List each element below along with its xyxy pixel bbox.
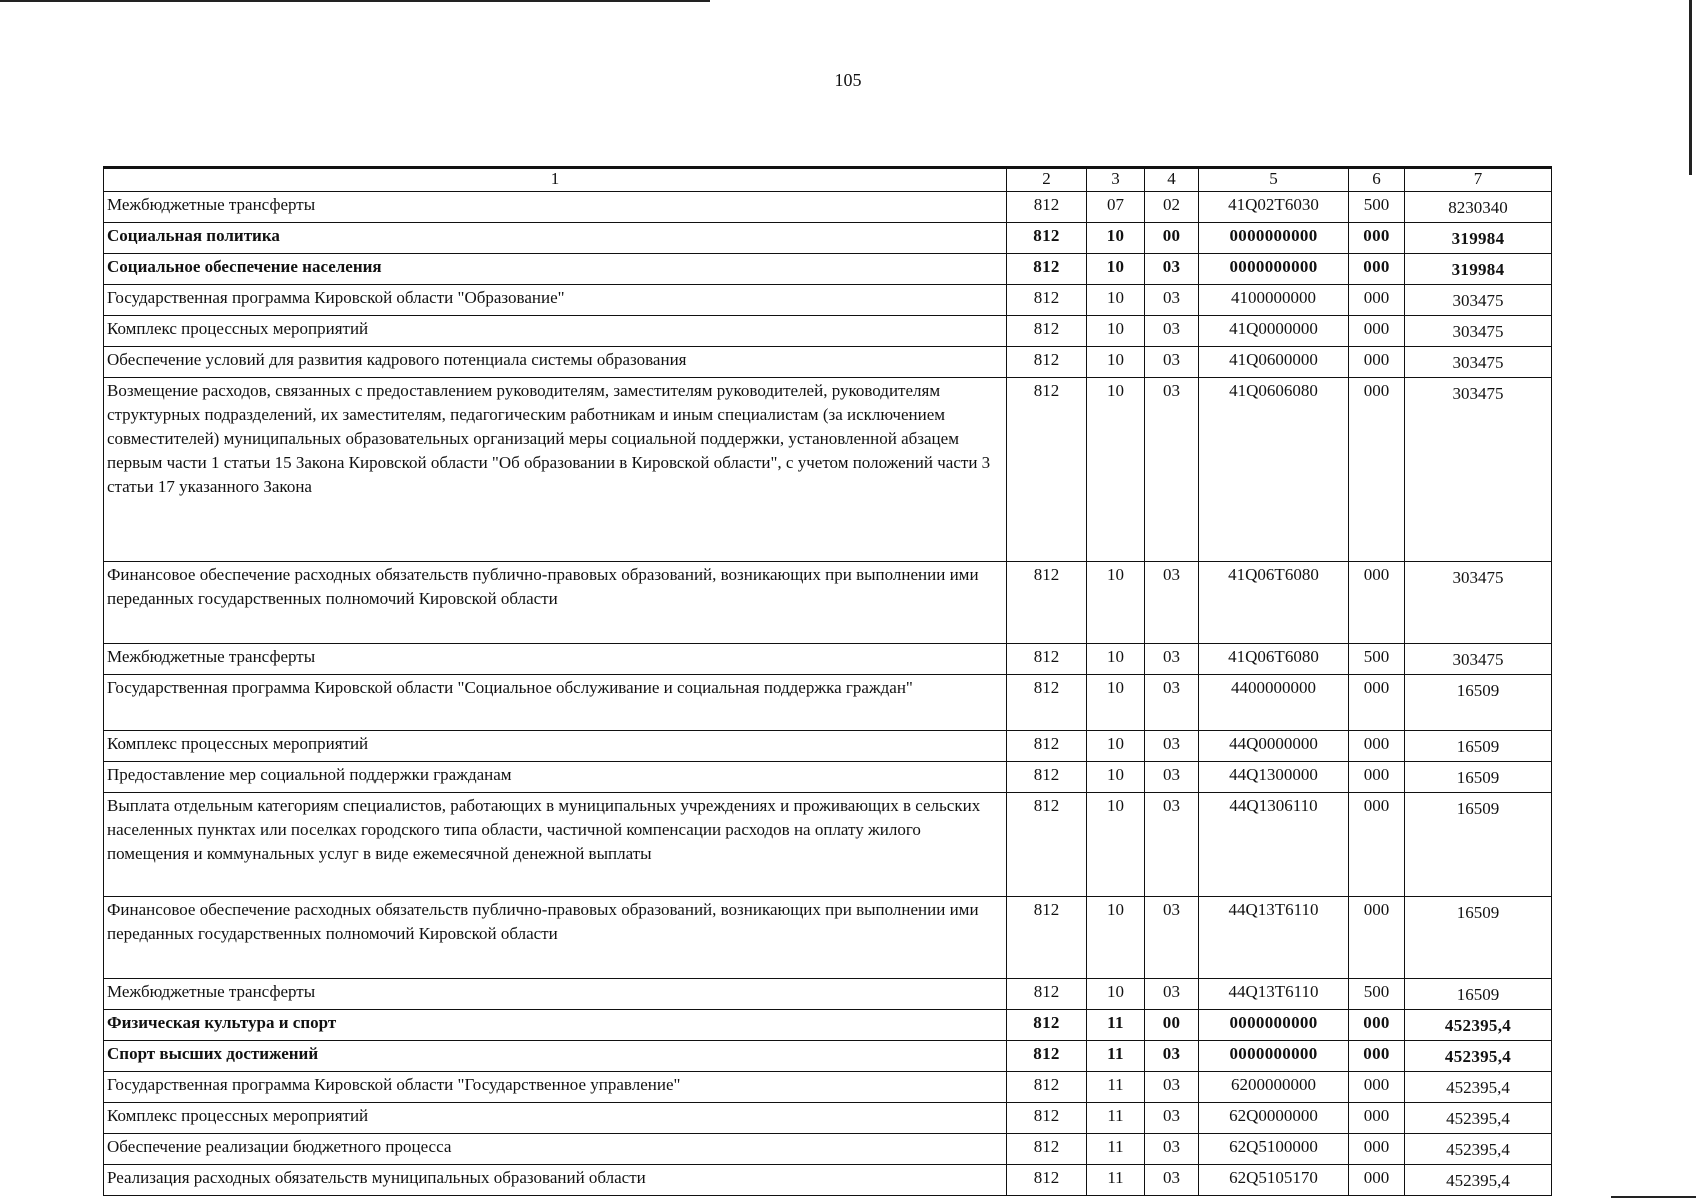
row-subsection: 00: [1145, 1010, 1199, 1041]
table-row: [104, 1041, 1552, 1072]
row-amount: 16509: [1405, 762, 1552, 793]
row-subsection: 03: [1145, 1072, 1199, 1103]
row-code: 812: [1007, 897, 1087, 979]
row-expense-type: 000: [1349, 1134, 1405, 1165]
row-subsection: 00: [1145, 223, 1199, 254]
row-amount: 452395,4: [1405, 1072, 1552, 1103]
row-expense-type: 000: [1349, 347, 1405, 378]
row-target-code: 0000000000: [1199, 1041, 1349, 1072]
table-row: [104, 223, 1552, 254]
row-expense-type: 000: [1349, 1072, 1405, 1103]
row-amount: 303475: [1405, 644, 1552, 675]
scan-edge-bottom: [1611, 1196, 1696, 1198]
row-target-code: 41Q02T6030: [1199, 192, 1349, 223]
row-amount: 303475: [1405, 316, 1552, 347]
header-col-2: 2: [1007, 168, 1087, 192]
row-expense-type: 000: [1349, 897, 1405, 979]
row-subsection: 03: [1145, 378, 1199, 562]
row-code: 812: [1007, 378, 1087, 562]
row-section: 10: [1087, 897, 1145, 979]
row-amount: 319984: [1405, 254, 1552, 285]
table-row: [104, 1010, 1552, 1041]
row-section: 10: [1087, 793, 1145, 897]
row-target-code: 41Q0000000: [1199, 316, 1349, 347]
row-target-code: 44Q1306110: [1199, 793, 1349, 897]
row-name: Государственная программа Кировской области "Государственное управление": [104, 1072, 1007, 1103]
row-section: 10: [1087, 675, 1145, 731]
row-section: 10: [1087, 347, 1145, 378]
row-target-code: 41Q0606080: [1199, 378, 1349, 562]
row-target-code: 0000000000: [1199, 223, 1349, 254]
row-subsection: 03: [1145, 979, 1199, 1010]
table-row: [104, 1165, 1552, 1196]
row-subsection: 03: [1145, 562, 1199, 644]
row-section: 10: [1087, 731, 1145, 762]
row-target-code: 41Q0600000: [1199, 347, 1349, 378]
row-section: 11: [1087, 1134, 1145, 1165]
row-amount: 319984: [1405, 223, 1552, 254]
row-section: 10: [1087, 316, 1145, 347]
row-subsection: 03: [1145, 254, 1199, 285]
row-subsection: 03: [1145, 897, 1199, 979]
row-name: Предоставление мер социальной поддержки гражданам: [104, 762, 1007, 793]
row-amount: 452395,4: [1405, 1103, 1552, 1134]
row-section: 07: [1087, 192, 1145, 223]
budget-table: [103, 166, 1552, 1196]
row-target-code: 44Q1300000: [1199, 762, 1349, 793]
row-amount: 16509: [1405, 979, 1552, 1010]
row-section: 10: [1087, 762, 1145, 793]
row-name: Государственная программа Кировской области "Образование": [104, 285, 1007, 316]
row-subsection: 03: [1145, 1165, 1199, 1196]
row-name: Социальная политика: [104, 223, 1007, 254]
row-name: Комплекс процессных мероприятий: [104, 1103, 1007, 1134]
row-section: 10: [1087, 562, 1145, 644]
row-amount: 303475: [1405, 378, 1552, 562]
header-col-5: 5: [1199, 168, 1349, 192]
row-subsection: 03: [1145, 644, 1199, 675]
row-expense-type: 000: [1349, 675, 1405, 731]
row-subsection: 03: [1145, 1103, 1199, 1134]
row-expense-type: 000: [1349, 1165, 1405, 1196]
row-expense-type: 000: [1349, 1041, 1405, 1072]
row-target-code: 62Q5100000: [1199, 1134, 1349, 1165]
row-expense-type: 500: [1349, 979, 1405, 1010]
row-expense-type: 000: [1349, 1103, 1405, 1134]
row-target-code: 6200000000: [1199, 1072, 1349, 1103]
row-name: Комплекс процессных мероприятий: [104, 316, 1007, 347]
row-expense-type: 000: [1349, 285, 1405, 316]
row-code: 812: [1007, 644, 1087, 675]
row-code: 812: [1007, 675, 1087, 731]
header-col-7: 7: [1405, 168, 1552, 192]
row-expense-type: 000: [1349, 562, 1405, 644]
scan-edge-top: [0, 0, 710, 2]
row-name: Межбюджетные трансферты: [104, 192, 1007, 223]
row-amount: 452395,4: [1405, 1165, 1552, 1196]
row-code: 812: [1007, 285, 1087, 316]
row-section: 10: [1087, 644, 1145, 675]
row-code: 812: [1007, 1165, 1087, 1196]
row-target-code: 44Q13T6110: [1199, 979, 1349, 1010]
row-name: Государственная программа Кировской области "Социальное обслуживание и социальная поддержка граждан": [104, 675, 1007, 731]
row-amount: 452395,4: [1405, 1134, 1552, 1165]
row-section: 10: [1087, 979, 1145, 1010]
table-row: [104, 1103, 1552, 1134]
row-expense-type: 000: [1349, 316, 1405, 347]
row-code: 812: [1007, 1134, 1087, 1165]
row-expense-type: 000: [1349, 378, 1405, 562]
table-body: [104, 192, 1552, 1196]
row-subsection: 03: [1145, 316, 1199, 347]
table-row: [104, 793, 1552, 897]
row-amount: 303475: [1405, 562, 1552, 644]
row-expense-type: 000: [1349, 731, 1405, 762]
row-name: Физическая культура и спорт: [104, 1010, 1007, 1041]
table-row: [104, 347, 1552, 378]
row-code: 812: [1007, 223, 1087, 254]
header-col-6: 6: [1349, 168, 1405, 192]
table-row: [104, 762, 1552, 793]
row-subsection: 03: [1145, 731, 1199, 762]
row-name: Возмещение расходов, связанных с предоставлением руководителям, заместителям руководителей, руководителям структурных подразделений, их заместителям, педагогическим работникам и иным специалистам (за исключением совместителей) муниципальных образовательных организаций меры социальной поддержки, установленной абзацем первым части 1 статьи 15 Закона Кировской области "Об образовании в Кировской области", с учетом положений части 3 статьи 17 указанного Закона: [104, 378, 1007, 562]
row-expense-type: 000: [1349, 223, 1405, 254]
table-row: [104, 731, 1552, 762]
row-amount: 16509: [1405, 793, 1552, 897]
table-row: [104, 254, 1552, 285]
row-target-code: 41Q06T6080: [1199, 644, 1349, 675]
table-row: [104, 1072, 1552, 1103]
header-col-3: 3: [1087, 168, 1145, 192]
row-expense-type: 000: [1349, 1010, 1405, 1041]
row-section: 10: [1087, 254, 1145, 285]
row-amount: 16509: [1405, 675, 1552, 731]
row-subsection: 03: [1145, 285, 1199, 316]
header-col-4: 4: [1145, 168, 1199, 192]
row-section: 10: [1087, 285, 1145, 316]
row-amount: 8230340: [1405, 192, 1552, 223]
header-row: [104, 168, 1552, 192]
row-expense-type: 000: [1349, 793, 1405, 897]
table-row: [104, 1134, 1552, 1165]
row-expense-type: 500: [1349, 192, 1405, 223]
header-col-1: 1: [104, 168, 1007, 192]
table-row: [104, 897, 1552, 979]
row-code: 812: [1007, 254, 1087, 285]
page-number: 105: [834, 70, 862, 90]
table-row: [104, 285, 1552, 316]
table-row: [104, 316, 1552, 347]
row-name: Выплата отдельным категориям специалистов, работающих в муниципальных учреждениях и проживающих в сельских населенных пунктах или поселках городского типа области, частичной компенсации расходов на оплату жилого помещения и коммунальных услуг в виде ежемесячной денежной выплаты: [104, 793, 1007, 897]
row-section: 11: [1087, 1072, 1145, 1103]
row-expense-type: 000: [1349, 762, 1405, 793]
table-row: [104, 675, 1552, 731]
row-code: 812: [1007, 1072, 1087, 1103]
row-target-code: 44Q0000000: [1199, 731, 1349, 762]
row-name: Социальное обеспечение населения: [104, 254, 1007, 285]
row-target-code: 4100000000: [1199, 285, 1349, 316]
row-section: 11: [1087, 1165, 1145, 1196]
table-row: [104, 378, 1552, 562]
row-section: 11: [1087, 1010, 1145, 1041]
row-subsection: 03: [1145, 675, 1199, 731]
row-name: Реализация расходных обязательств муниципальных образований области: [104, 1165, 1007, 1196]
row-amount: 303475: [1405, 347, 1552, 378]
row-code: 812: [1007, 1010, 1087, 1041]
row-name: Финансовое обеспечение расходных обязательств публично-правовых образований, возникающих при выполнении ими переданных государственных полномочий Кировской области: [104, 897, 1007, 979]
row-name: Межбюджетные трансферты: [104, 644, 1007, 675]
row-name: Комплекс процессных мероприятий: [104, 731, 1007, 762]
row-code: 812: [1007, 793, 1087, 897]
row-code: 812: [1007, 562, 1087, 644]
row-name: Спорт высших достижений: [104, 1041, 1007, 1072]
table-row: [104, 192, 1552, 223]
row-code: 812: [1007, 1103, 1087, 1134]
row-code: 812: [1007, 316, 1087, 347]
row-code: 812: [1007, 192, 1087, 223]
row-subsection: 03: [1145, 762, 1199, 793]
row-target-code: 41Q06T6080: [1199, 562, 1349, 644]
row-name: Обеспечение условий для развития кадрового потенциала системы образования: [104, 347, 1007, 378]
row-subsection: 03: [1145, 1134, 1199, 1165]
table-row: [104, 644, 1552, 675]
table-row: [104, 562, 1552, 644]
row-section: 10: [1087, 378, 1145, 562]
row-target-code: 0000000000: [1199, 1010, 1349, 1041]
row-target-code: 62Q5105170: [1199, 1165, 1349, 1196]
row-amount: 452395,4: [1405, 1010, 1552, 1041]
row-subsection: 03: [1145, 347, 1199, 378]
row-subsection: 03: [1145, 1041, 1199, 1072]
row-expense-type: 000: [1349, 254, 1405, 285]
row-expense-type: 500: [1349, 644, 1405, 675]
row-code: 812: [1007, 731, 1087, 762]
row-subsection: 03: [1145, 793, 1199, 897]
row-subsection: 02: [1145, 192, 1199, 223]
row-code: 812: [1007, 979, 1087, 1010]
row-amount: 303475: [1405, 285, 1552, 316]
row-target-code: 62Q0000000: [1199, 1103, 1349, 1134]
row-code: 812: [1007, 347, 1087, 378]
row-code: 812: [1007, 1041, 1087, 1072]
row-amount: 16509: [1405, 731, 1552, 762]
row-amount: 16509: [1405, 897, 1552, 979]
row-target-code: 0000000000: [1199, 254, 1349, 285]
row-name: Обеспечение реализации бюджетного процесса: [104, 1134, 1007, 1165]
row-name: Финансовое обеспечение расходных обязательств публично-правовых образований, возникающих при выполнении ими переданных государственных полномочий Кировской области: [104, 562, 1007, 644]
table-row: [104, 979, 1552, 1010]
row-target-code: 44Q13T6110: [1199, 897, 1349, 979]
row-name: Межбюджетные трансферты: [104, 979, 1007, 1010]
row-code: 812: [1007, 762, 1087, 793]
row-section: 10: [1087, 223, 1145, 254]
row-target-code: 4400000000: [1199, 675, 1349, 731]
row-amount: 452395,4: [1405, 1041, 1552, 1072]
row-section: 11: [1087, 1041, 1145, 1072]
row-section: 11: [1087, 1103, 1145, 1134]
